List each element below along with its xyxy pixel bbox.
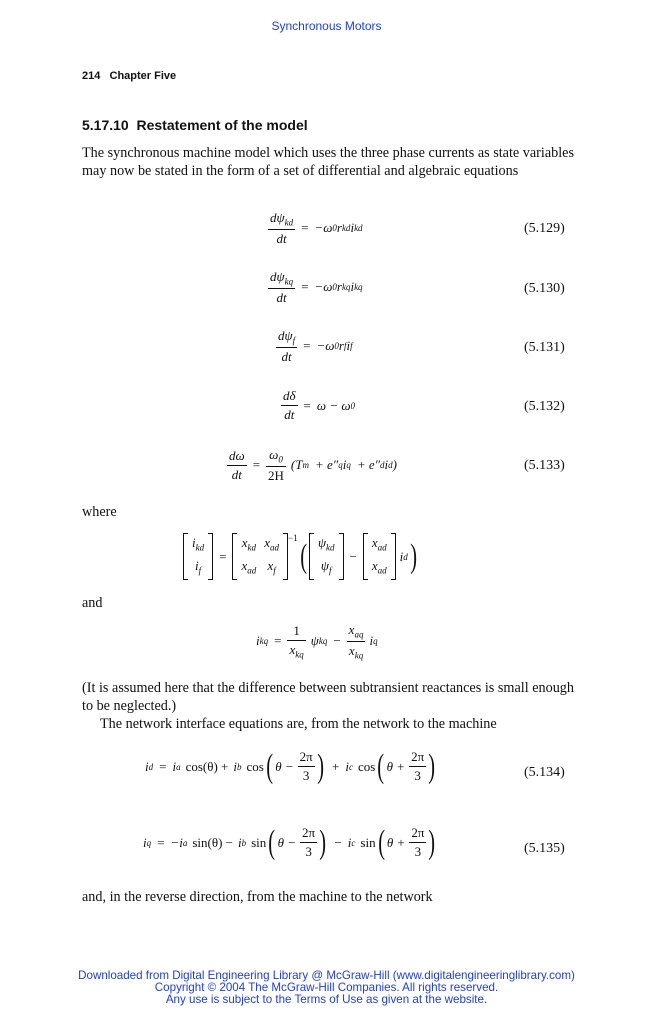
- current-vector: $i_{kd}$ $i_f$: [183, 533, 213, 580]
- and-label: and: [82, 595, 103, 611]
- reverse-paragraph: and, in the reverse direction, from the machine to the network: [82, 889, 433, 905]
- page-header: 214 Chapter Five: [82, 70, 177, 82]
- footer-download-link[interactable]: Downloaded from Digital Engineering Library @ McGraw-Hill (www.digitalengineeringlibrary.com): [78, 969, 575, 982]
- section-title: 5.17.10 Restatement of the model: [82, 117, 308, 133]
- equation-number-5-131: (5.131): [524, 340, 565, 355]
- ikq-equation: i kq = $\frac{1}{x_{kq}}$ ψ kq − $\frac{x_{aq}}{x_{kq}}$ i q: [256, 622, 378, 661]
- footer: [0, 970, 653, 1006]
- equation-5-133: $\frac{d\omega}{dt}$ = $\frac{\omega_0}{2H}$ (T m + e″ q i q + e″ d i d ): [229, 447, 398, 483]
- where-label: where: [82, 504, 117, 520]
- equation-5-131: $\frac{d\psi_f}{dt}$ = −ω 0 r f i f: [278, 328, 353, 364]
- equation-number-5-133: (5.133): [524, 458, 565, 473]
- equation-number-5-129: (5.129): [524, 221, 565, 236]
- xad-vector: $x_{ad}$ $x_{ad}$: [363, 533, 396, 580]
- equation-number-5-132: (5.132): [524, 399, 565, 414]
- equation-5-130: $\frac{d\psi_{kq}}{dt}$ = −ω 0 r kq i kq: [270, 269, 363, 305]
- equation-5-135: i q = −i a sin(θ) − i b sin ( θ − $\frac{2\pi}{3}$ ) − i c sin ( θ + $\frac{2\pi}{3}$ ): [143, 823, 436, 861]
- intro-paragraph: The synchronous machine model which uses the three phase currents as state variables may now be stated in the form of a set of differential and algebraic equations: [82, 145, 574, 179]
- network-paragraph: The network interface equations are, from the network to the machine: [100, 716, 497, 732]
- equation-number-5-130: (5.130): [524, 281, 565, 296]
- equation-5-132: $\frac{d\delta}{dt}$ = ω − ω 0: [283, 388, 356, 422]
- equation-number-5-135: (5.135): [524, 841, 565, 856]
- running-header: Synchronous Motors: [271, 19, 382, 33]
- flux-vector: $\psi_{kd}$ $\psi_f$: [309, 533, 344, 580]
- matrix-equation: $i_{kd}$ $i_f$ = $x_{kd}$ $x_{ad}$ $x_{ad}$ $x_f$ $^{-1}$ ( $\psi_{kd}$ $\psi_f$ − $x_{ad}$ $x_{ad}$ i d ): [183, 533, 419, 580]
- reactance-matrix: $x_{kd}$ $x_{ad}$ $x_{ad}$ $x_f$: [232, 533, 288, 580]
- assumption-paragraph: (It is assumed here that the difference between subtransient reactances is small enough to be neglected.): [82, 680, 574, 714]
- equation-5-134: i d = i a cos(θ) + i b cos ( θ − $\frac{2\pi}{3}$ ) + i c cos ( θ + $\frac{2\pi}{3}$ ): [145, 747, 436, 785]
- equation-5-129: $\frac{d\psi_{kd}}{dt}$ = −ω 0 r kd i kd: [270, 210, 363, 246]
- footer-terms[interactable]: Any use is subject to the Terms of Use as given at the website.: [165, 993, 488, 1006]
- equation-number-5-134: (5.134): [524, 765, 565, 780]
- footer-copyright: Copyright © 2004 The McGraw-Hill Companies. All rights reserved.: [154, 981, 499, 994]
